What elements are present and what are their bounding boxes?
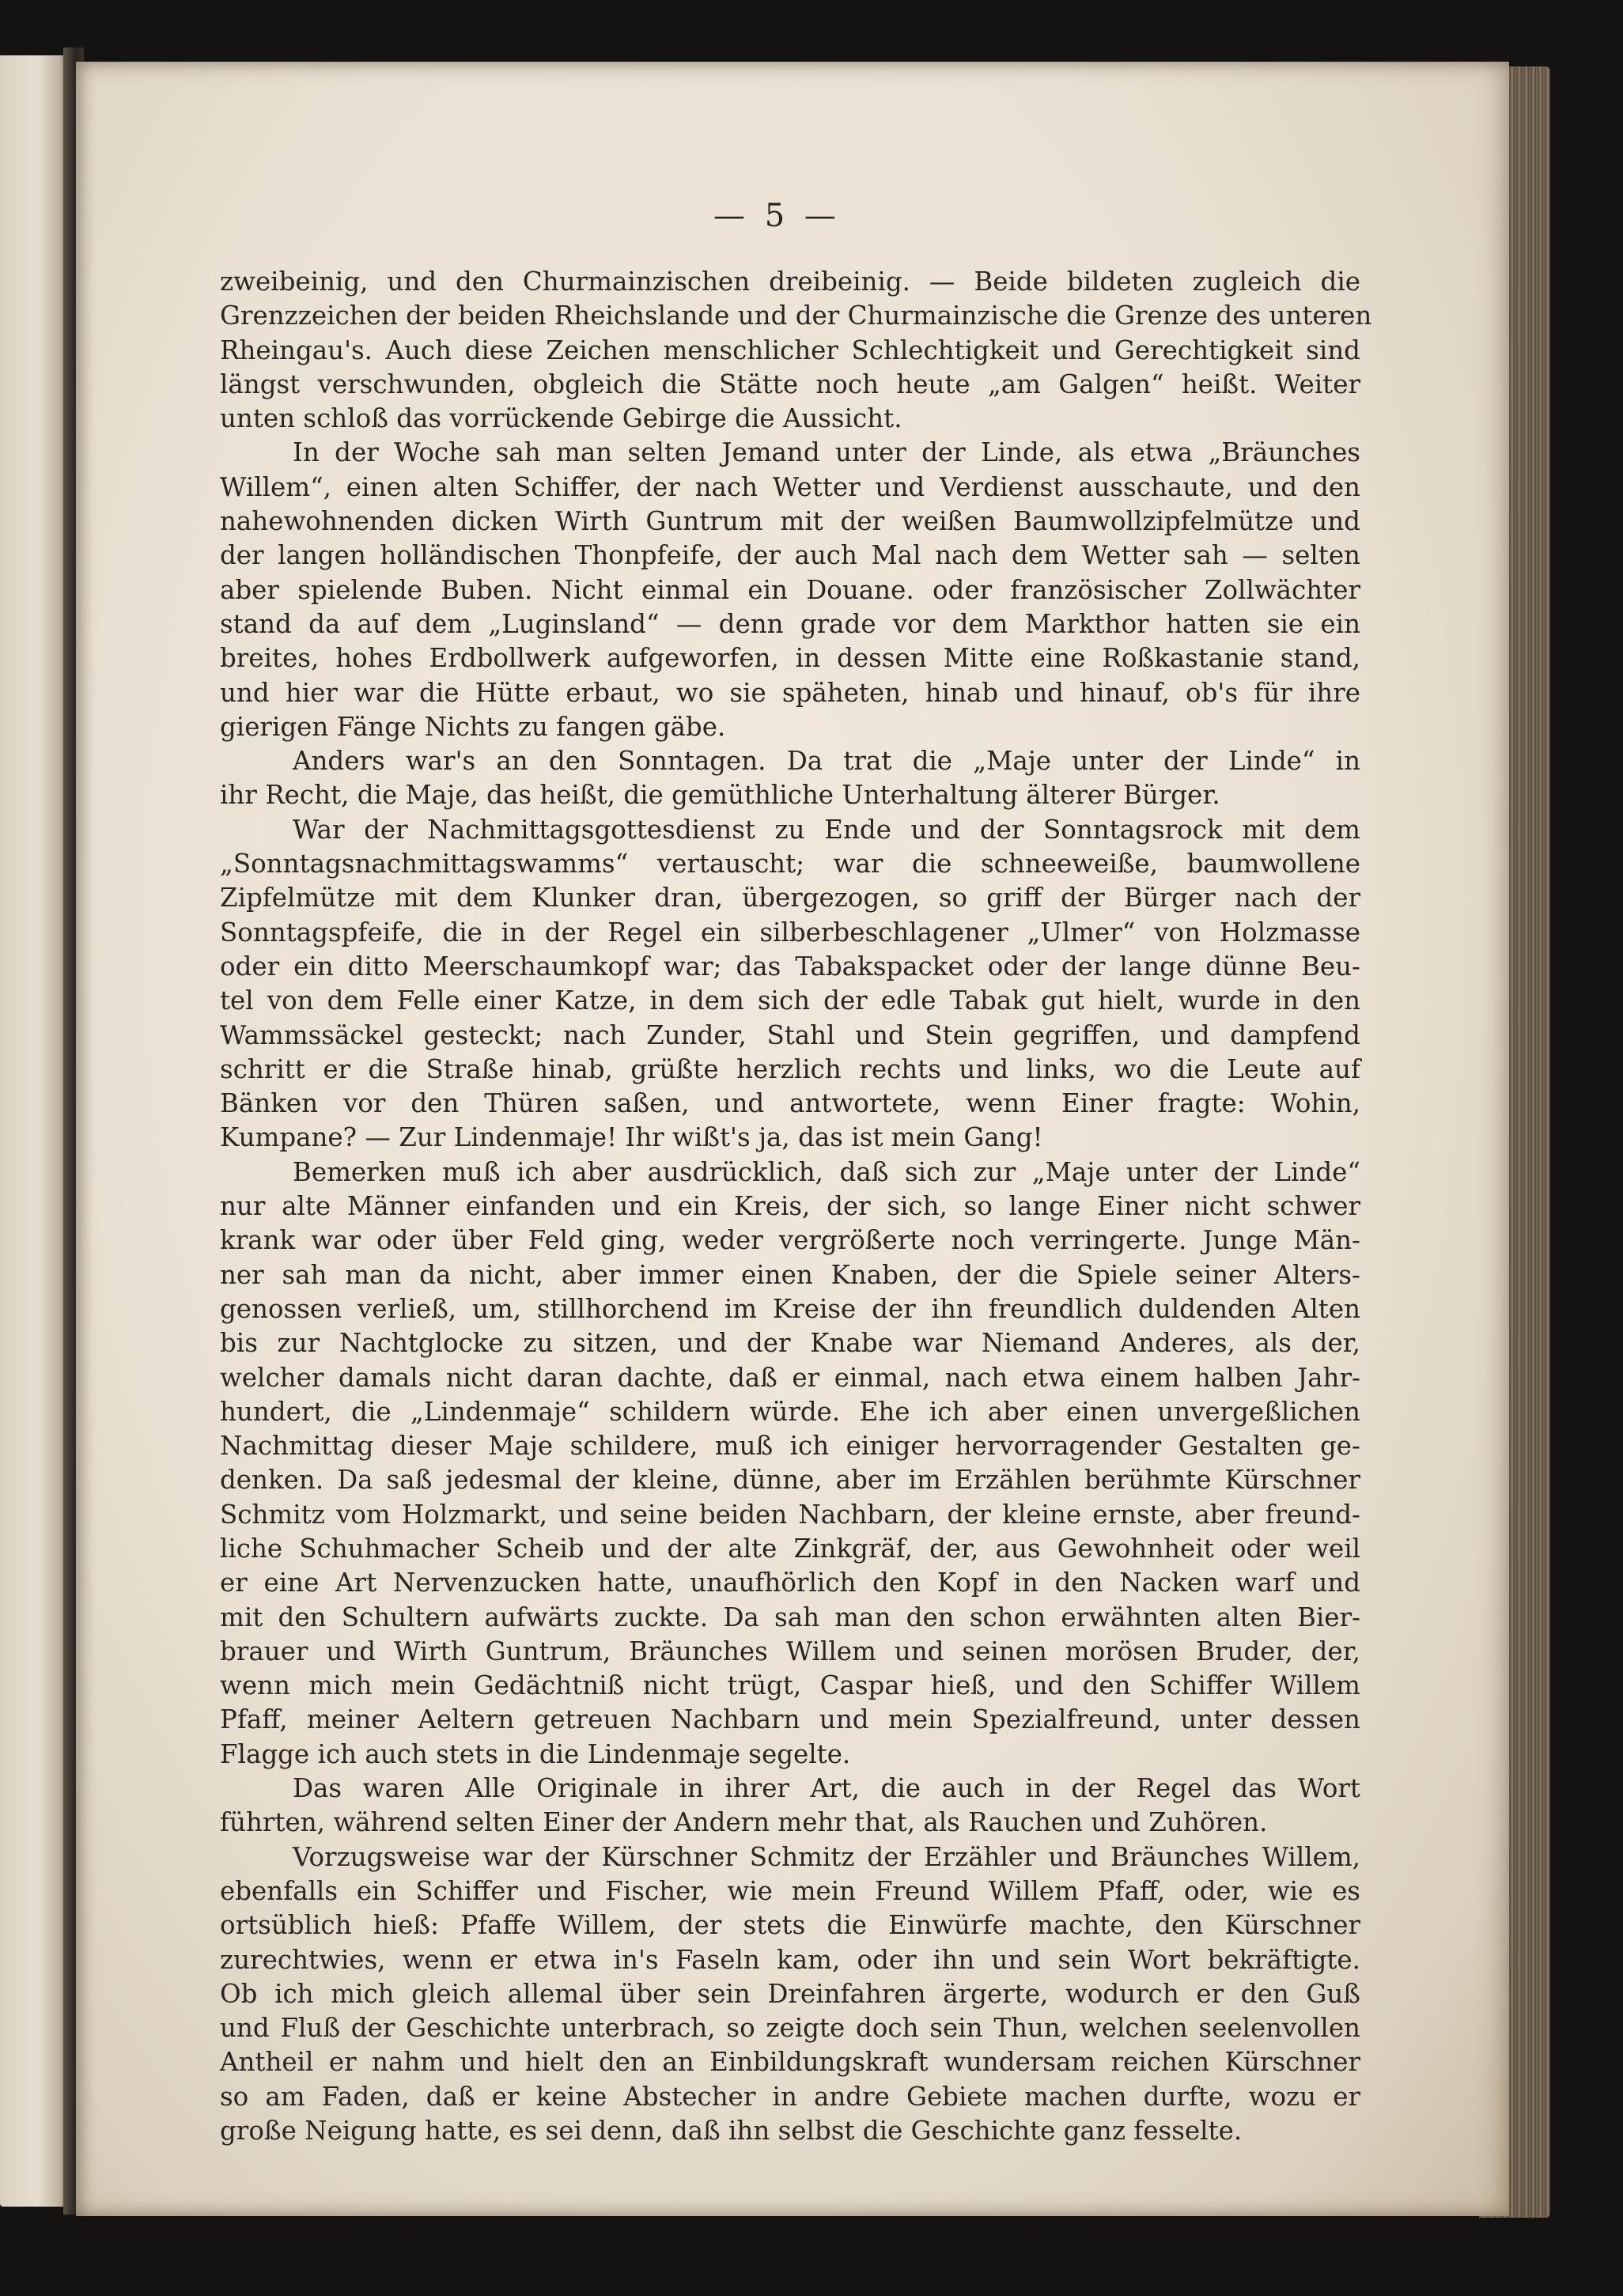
text-line: wenn mich mein Gedächtniß nicht trügt, Caspar hieß, und den Schiffer Willem [220,1670,1360,1701]
text-line: Rheingau's. Auch diese Zeichen menschlicher Schlechtigkeit und Gerechtigkeit sind [220,335,1360,365]
text-line: hundert, die „Lindenmaje“ schildern würde. Ehe ich aber einen unvergeßlichen [220,1396,1360,1427]
text-line: Zipfelmütze mit dem Klunker dran, übergezogen, so griff der Bürger nach der [220,883,1360,913]
text-line: oder ein ditto Meerschaumkopf war; das Tabakspacket oder der lange dünne Beu- [220,951,1360,982]
page-number: — 5 — [713,198,841,234]
text-line: zurechtwies, wenn er etwa in's Faseln kam, oder ihn und sein Wort bekräftigte. [220,1944,1360,1975]
text-line: breites, hohes Erdbollwerk aufgeworfen, in dessen Mitte eine Roßkastanie stand, [220,643,1360,674]
text-line: er eine Art Nervenzucken hatte, unaufhörlich den Kopf in den Nacken warf und [220,1568,1360,1598]
text-line: gierigen Fänge Nichts zu fangen gäbe. [220,711,726,742]
text-line: Sonntagspfeife, die in der Regel ein silberbeschlagener „Ulmer“ von Holzmasse [220,917,1360,948]
text-line: ebenfalls ein Schiffer und Fischer, wie mein Freund Willem Pfaff, oder, wie es [220,1875,1360,1906]
text-line: nur alte Männer einfanden und ein Kreis, der sich, so lange Einer nicht schwer [220,1191,1360,1222]
text-line: Willem“, einen alten Schiffer, der nach Wetter und Verdienst ausschaute, und den [220,471,1360,502]
text-line: Ob ich mich gleich allemal über sein Dreinfahren ärgerte, wodurch er den Guß [220,1978,1360,2009]
text-line: Pfaff, meiner Aeltern getreuen Nachbarn und mein Spezialfreund, unter dessen [220,1704,1360,1735]
text-line: War der Nachmittagsgottesdienst zu Ende und der Sonntagsrock mit dem [293,814,1360,845]
text-line: Bemerken muß ich aber ausdrücklich, daß sich zur „Maje unter der Linde“ [293,1156,1360,1187]
text-line: Kumpane? — Zur Lindenmaje! Ihr wißt's ja, das ist mein Gang! [220,1122,1043,1153]
text-line: nahewohnenden dicken Wirth Guntrum mit der weißen Baumwollzipfelmütze und [220,506,1360,537]
text-line: zweibeinig, und den Churmainzischen dreibeinig. — Beide bildeten zugleich die [220,267,1360,297]
text-line: ortsüblich hieß: Pfaffe Willem, der stets die Einwürfe machte, den Kürschner [220,1910,1360,1941]
text-line: Vorzugsweise war der Kürschner Schmitz der Erzähler und Bräunches Willem, [293,1841,1360,1872]
text-line: bis zur Nachtglocke zu sitzen, und der Knabe war Niemand Anderes, als der, [220,1328,1360,1359]
text-line: schritt er die Straße hinab, grüßte herzlich rechts und links, wo die Leute auf [220,1053,1360,1084]
text-line: In der Woche sah man selten Jemand unter der Linde, als etwa „Bräunches [293,437,1360,468]
text-line: brauer und Wirth Guntrum, Bräunches Willem und seinen morösen Bruder, der, [220,1636,1360,1666]
text-line: welcher damals nicht daran dachte, daß er einmal, nach etwa einem halben Jahr- [220,1362,1360,1393]
text-line: Bänken vor den Thüren saßen, und antwortete, wenn Einer fragte: Wohin, [220,1088,1360,1119]
text-line: der langen holländischen Thonpfeife, der auch Mal nach dem Wetter sah — selten [220,540,1360,571]
text-line: unten schloß das vorrückende Gebirge die Aussicht. [220,403,902,434]
text-line: stand da auf dem „Luginsland“ — denn grade vor dem Markthor hatten sie ein [220,608,1360,639]
text-line: Flagge ich auch stets in die Lindenmaje segelte. [220,1738,851,1769]
text-line: liche Schuhmacher Scheib und der alte Zinkgräf, der, aus Gewohnheit oder weil [220,1533,1360,1564]
text-line: krank war oder über Feld ging, weder vergrößerte noch verringerte. Junge Män- [220,1225,1360,1256]
text-line: Grenzzeichen der beiden Rheichslande und der Churmainzische die Grenze des unteren [220,301,1372,331]
text-line: so am Faden, daß er keine Abstecher in andre Gebiete machen durfte, wozu er [220,2081,1360,2112]
text-line: längst verschwunden, obgleich die Stätte noch heute „am Galgen“ heißt. Weiter [220,369,1360,399]
text-line: Anders war's an den Sonntagen. Da trat die „Maje unter der Linde“ in [293,746,1360,777]
text-line: denken. Da saß jedesmal der kleine, dünne, aber im Erzählen berühmte Kürschner [220,1465,1360,1496]
body-text [220,265,1372,2148]
text-line: mit den Schultern aufwärts zuckte. Da sah man den schon erwähnten alten Bier- [220,1602,1360,1632]
text-line: führten, während selten Einer der Andern mehr that, als Rauchen und Zuhören. [220,1807,1268,1838]
text-line: und Fluß der Geschichte unterbrach, so zeigte doch sein Thun, welchen seelenvollen [220,2013,1360,2044]
text-line: Antheil er nahm und hielt den an Einbildungskraft wundersam reichen Kürschner [220,2047,1360,2078]
text-line: genossen verließ, um, stillhorchend im Kreise der ihn freundlich duldenden Alten [220,1293,1360,1324]
text-line: „Sonntagsnachmittagswamms“ vertauscht; war die schneeweiße, baumwollene [220,849,1360,879]
text-line: Schmitz vom Holzmarkt, und seine beiden Nachbarn, der kleine ernste, aber freund- [220,1499,1360,1530]
text-line: Wammssäckel gesteckt; nach Zunder, Stahl und Stein gegriffen, und dampfend [220,1019,1360,1050]
text-line: aber spielende Buben. Nicht einmal ein Douane. oder französischer Zollwächter [220,574,1360,605]
text-line: tel von dem Felle einer Katze, in dem sich der edle Tabak gut hielt, wurde in den [220,985,1360,1016]
text-line: und hier war die Hütte erbaut, wo sie späheten, hinab und hinauf, ob's für ihre [220,677,1360,708]
text-line: ihr Recht, die Maje, das heißt, die gemüthliche Unterhaltung älterer Bürger. [220,780,1220,811]
text-line: ner sah man da nicht, aber immer einen Knaben, der die Spiele seiner Alters- [220,1259,1360,1290]
previous-page-edge [0,55,68,2207]
text-line: Nachmittag dieser Maje schildere, muß ich einiger hervorragender Gestalten ge- [220,1431,1360,1462]
text-line: große Neigung hatte, es sei denn, daß ihn selbst die Geschichte ganz fesselte. [220,2116,1243,2147]
text-line: Das waren Alle Originale in ihrer Art, die auch in der Regel das Wort [293,1773,1360,1804]
